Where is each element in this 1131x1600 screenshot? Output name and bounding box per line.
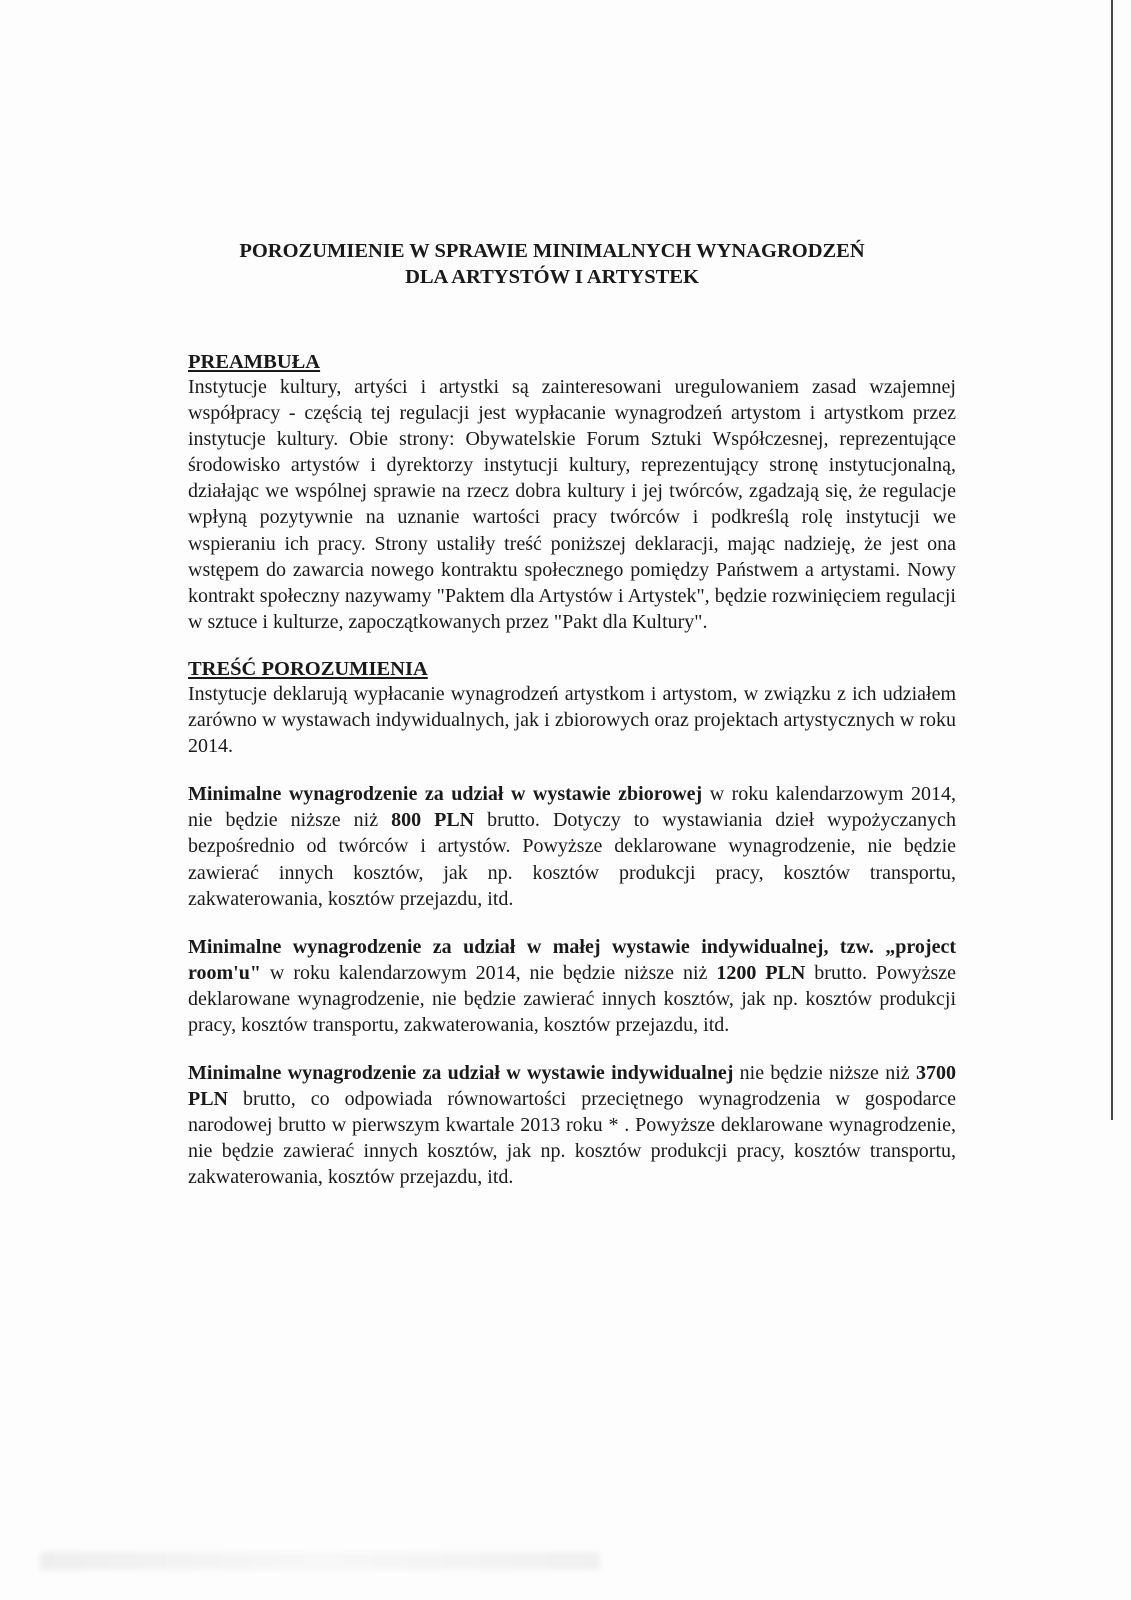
preambula-text: Instytucje kultury, artyści i artystki są zainteresowani uregulowaniem zasad wzajemnej współpracy - częścią tej regulacji jest wypłacanie wynagrodzeń artystom i artystkom przez instytucje kultury. Obie strony: Obywatelskie Forum Sztuki Współczesnej, reprezentujące środowisko artystów i dyrektorzy instytucji kultury, reprezentujący stronę instytucjonalną, działając we wspólnej sprawie na rzecz dobra kultury i jej twórców, zgadzają się, że regulacje wpłyną pozytywnie na uznanie wartości pracy twórców i podkreślą rolę instytucji we wspieraniu ich pracy. Strony ustaliły treść poniższej deklaracji, mając nadzieję, że jest ona wstępem do zawarcia nowego kontraktu społecznego pomiędzy Państwem a artystami. Nowy kontrakt społeczny nazywamy "Paktem dla Artystów i Artystek", będzie rozwinięciem regulacji w sztuce i kulturze, zapoczątkowanych przez "Pakt dla Kultury".	[188, 376, 956, 633]
clause-2-text-b: brutto. Powyższe deklarowane wynagrodzenie, nie będzie zawierać innych kosztów, jak np. kosztów produkcji pracy, kosztów transportu, zakwaterowania, kosztów przejazdu, itd.	[188, 961, 956, 1036]
clause-2-text-a: w roku kalendarzowym 2014, nie będzie niższe niż	[260, 961, 717, 984]
preambula-heading: PREAMBUŁA	[188, 351, 321, 373]
tresc-heading: TREŚĆ POROZUMIENIA	[188, 657, 428, 680]
clause-1-amount: 800 PLN	[391, 809, 475, 832]
document-title	[168, 238, 936, 290]
clause-solo-exhibition	[188, 1060, 956, 1190]
clause-3-text-a: nie będzie niższe niż	[733, 1062, 916, 1085]
clause-1-lead: Minimalne wynagrodzenie za udział w wystawie zbiorowej	[188, 783, 703, 806]
tresc-section	[188, 657, 956, 1191]
clause-small-solo-exhibition	[188, 934, 956, 1038]
clause-3-text-b: brutto, co odpowiada równowartości przeciętnego wynagrodzenia w gospodarce narodowej brutto w pierwszym kwartale 2013 roku * . Powyższe deklarowane wynagrodzenie, nie będzie zawierać innych kosztów, jak np. kosztów produkcji pracy, kosztów transportu, zakwaterowania, kosztów przejazdu, itd.	[188, 1088, 956, 1189]
document-body	[188, 238, 956, 1191]
title-line-1: POROZUMIENIE W SPRAWIE MINIMALNYCH WYNAGRODZEŃ	[239, 240, 865, 262]
preambula-section	[188, 350, 956, 635]
clause-group-exhibition	[188, 781, 956, 911]
clause-3-lead: Minimalne wynagrodzenie za udział w wystawie indywidualnej	[188, 1062, 734, 1085]
clause-2-lead: Minimalne wynagrodzenie za udział w małej wystawie indywidualnej, tzw. „project room'u"	[188, 935, 956, 984]
scan-edge-line	[1111, 0, 1113, 1120]
tresc-intro: Instytucje deklarują wypłacanie wynagrodzeń artystkom i artystom, w związku z ich udziałem zarówno w wystawach indywidualnych, jak i zbiorowych oraz projektach artystycznych w roku 2014.	[188, 682, 956, 758]
clause-1-text-a: w roku kalendarzowym 2014, nie będzie niższe niż	[188, 783, 957, 832]
title-line-2: DLA ARTYSTÓW I ARTYSTEK	[405, 266, 699, 288]
scan-smudge	[40, 1552, 600, 1570]
clause-2-amount: 1200 PLN	[716, 961, 806, 984]
clause-1-text-b: brutto. Dotyczy to wystawiania dzieł wypożyczanych bezpośrednio od twórców i artystów. Powyższe deklarowane wynagrodzenie, nie będzie zawierać innych kosztów, jak np. kosztów produkcji pracy, kosztów transportu, zakwaterowania, kosztów przejazdu, itd.	[188, 809, 957, 910]
clause-3-amount: 3700 PLN	[188, 1062, 956, 1111]
